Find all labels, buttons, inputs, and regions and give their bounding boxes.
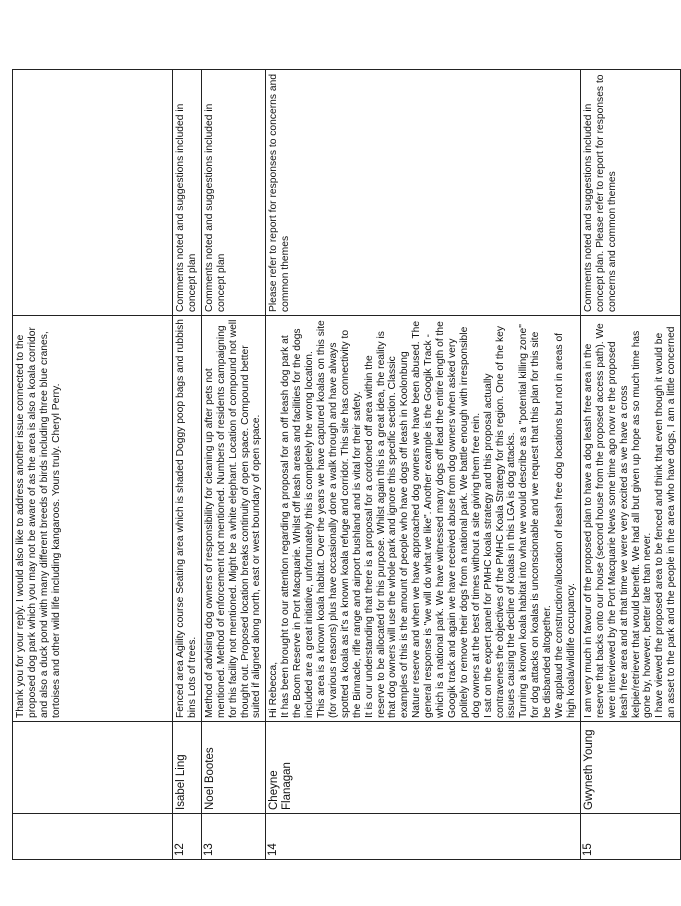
submitter-name — [13, 722, 173, 814]
comment-paragraph: It has been brought to our attention regarding a proposal for an off leash dog park at the Boom Reserve in Port Macquarie. Whilst off leash areas and facilities for the dogs included are a great initiative, unfortunately this is completely the wrong location. — [280, 328, 316, 718]
table-row — [173, 70, 202, 860]
submissions-table — [12, 69, 681, 860]
row-number: 14 — [266, 814, 581, 860]
table-row — [13, 70, 173, 860]
council-response: Comments noted and suggestions included in concept plan — [201, 70, 266, 316]
council-response: Please refer to report for responses to concerns and common themes — [266, 70, 581, 316]
comment-paragraph: Hi Rebecca, — [268, 661, 280, 718]
comment-paragraph: Fenced area Agility course Seating area which is shaded Doggy poop bags and rubbish bins Lots of trees. — [175, 319, 198, 718]
comment-paragraph: I sat on the expert panel for PMHC koala strategy and this proposal actually contravenes the objectives of the PMHC Koala Strategy for this region. One of the key issues causing the decline of koalas in this LGA is dog attacks. — [482, 325, 518, 718]
submitter-name: Gwyneth Young — [580, 722, 680, 814]
submission-comment — [266, 316, 581, 722]
row-number: 12 — [173, 814, 202, 860]
submitter-name: Cheyne Flanagan — [266, 722, 581, 814]
submitter-name: Isabel Ling — [173, 722, 202, 814]
submitter-name: Noel Bootes — [201, 722, 266, 814]
comment-paragraph: It is our understanding that there is a proposal for a cordoned off area within the reserve to be allocated for this purpose. Whilst again this is a great idea, the reality is that dog owners will use the whole park and ignore this specific section. Classic examples of this is the amount of people who have dogs off leash in Koolonbung Nature reserve and when we have approached dog owners we have been abused. The general response is "we will do what we like". Another example is the Googik Track - which is a national park. We have witnessed many dogs off lead the entire length of the Googik track and again we have received abuse from dog owners when asked very politely to remove their dogs from a national park. We battle enough with irresponsible dog owners at the best of times without a site giving them free rein. — [363, 320, 482, 718]
table-row — [580, 70, 680, 860]
comment-paragraph: Method of advising dog owners of responsibility for cleaning up after pets not mentioned. Method of enforcement not mentioned. Numbers of residents campaigning for this facility not mentioned. Might be a white elephant. Location of compound not well thought out. Proposed location breaks continuity of open space. Compound better suited if aligned along north, east or west boundary of open space. — [203, 319, 263, 718]
row-number — [13, 814, 173, 860]
comment-paragraph: Turning a known koala habitat into what we would describe as a "potential killing zone" for dog attacks on koalas is unconscionable and we request that this plan for this site be disbanded altogether. — [518, 324, 554, 718]
submission-comment — [201, 316, 266, 722]
table-row — [201, 70, 266, 860]
council-response — [13, 70, 173, 316]
council-response: Comments noted and suggestions included in concept plan — [173, 70, 202, 316]
row-number: 13 — [201, 814, 266, 860]
table-row — [266, 70, 581, 860]
rotated-table-container — [12, 70, 678, 860]
row-number: 15 — [580, 814, 680, 860]
comment-paragraph: I am very much in favour of the proposed plan to have a dog leash free area in the reserve that backs onto our house (second house from the proposed access path). We were interviewed by the Port Macquarie News some time ago now re the proposed leash free area and at that time we were very excited as we have a cross kelpie/retriever that would benefit. We had all but given up hope as so much time has gone by, however, better late than never. — [582, 323, 654, 718]
submission-comment — [13, 316, 173, 722]
council-response: Comments noted and suggestions included in concept plan. Please refer to report for responses to concerns and common themes — [580, 70, 680, 316]
comment-paragraph: This area is a known koala habitat. Over the years we have captured koalas on this site (for various reasons) plus have occasionally done a walk through and have always spotted a koala as it's a known koala refuge and corridor. This site has connectivity to the Binnacle, rifle range and airport bushland and is vital for their safety. — [315, 320, 363, 718]
comment-paragraph: We applaud the construction/allocation of leash free dog locations but not in areas of high koala/wildlife occupancy. — [554, 332, 577, 718]
submission-comment — [173, 316, 202, 722]
comment-paragraph: I have viewed the proposed area to be fenced and think that even though it would be an asset to the park and the people in the area who have dogs, I am a little concerned — [654, 326, 678, 718]
comment-paragraph: Thank you for your reply. I would also like to address another issue connected to the proposed dog park which you may not be aware of as the area is also a koala corridor and also a duck pond with many different breeds of birds including three blue cranes, tortoises and other wild life including kangaroos. Yours truly. Cheryl Perry. — [15, 327, 62, 718]
submission-comment — [580, 316, 680, 722]
